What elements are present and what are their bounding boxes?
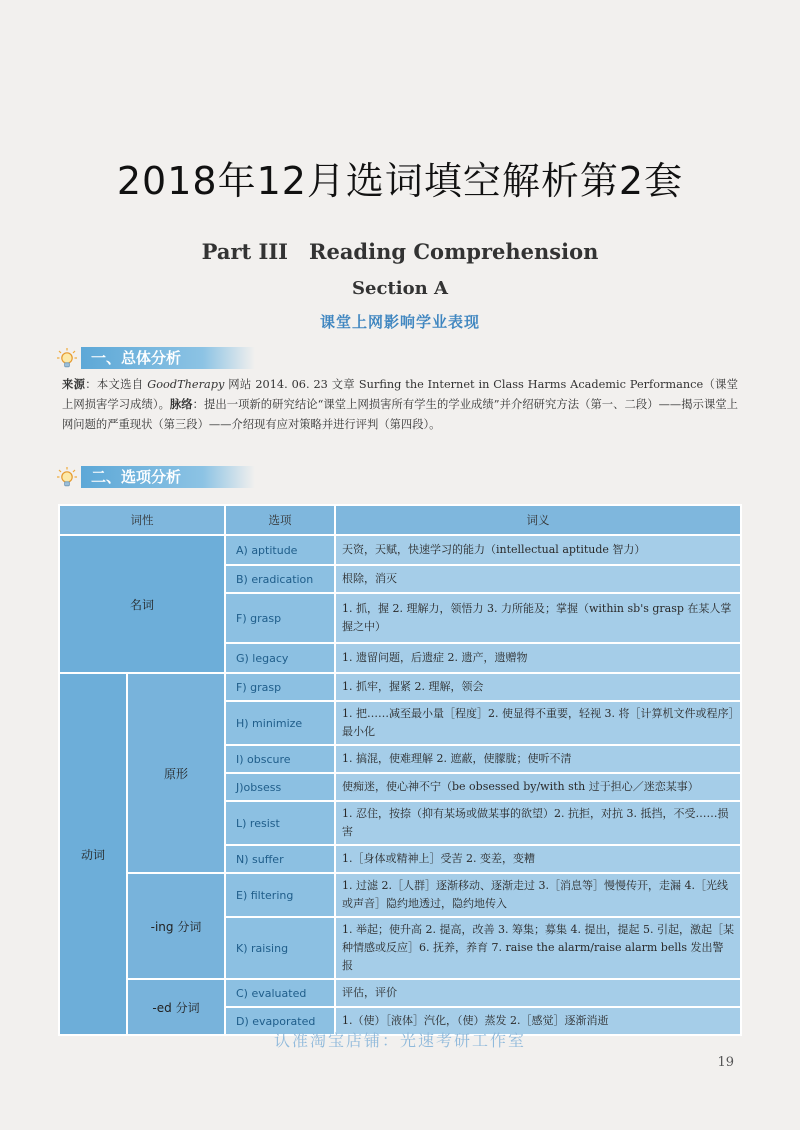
- option-cell: G) legacy: [225, 643, 335, 673]
- option-cell: C) evaluated: [225, 979, 335, 1007]
- meaning-cell: 1. 抓牢，握紧 2. 理解，领会: [335, 673, 741, 701]
- meaning-cell: 1. 搞混，使难理解 2. 遮蔽，使朦胧；使听不清: [335, 745, 741, 773]
- option-cell: E) filtering: [225, 873, 335, 917]
- meaning-cell: 1.［身体或精神上］受苦 2. 变差，变糟: [335, 845, 741, 873]
- option-cell: L) resist: [225, 801, 335, 845]
- source-paragraph: [62, 375, 738, 435]
- meaning-cell: 评估，评价: [335, 979, 741, 1007]
- table-row: [59, 979, 741, 1007]
- meaning-cell: 1. 遗留问题，后遗症 2. 遗产，遗赠物: [335, 643, 741, 673]
- option-cell: N) suffer: [225, 845, 335, 873]
- option-cell: A) aptitude: [225, 535, 335, 565]
- meaning-cell: 1. 抓，握 2. 理解力，领悟力 3. 力所能及；掌握（within sb's grasp 在某人掌握之中）: [335, 593, 741, 643]
- meaning-cell: 根除，消灭: [335, 565, 741, 593]
- lightbulb-icon: [56, 347, 78, 369]
- source-text-2: 网站 2014. 06. 23 文章 Surfing the Internet in Class Harms Academic Performance（课堂上网损害学习成绩）。: [62, 378, 738, 411]
- header-option: 选项: [225, 505, 335, 535]
- table-header-row: [59, 505, 741, 535]
- meaning-cell: 1. 忍住，按捺（抑有某场或做某事的欲望）2. 抗拒，对抗 3. 抵挡，不受……损害: [335, 801, 741, 845]
- header-meaning: 词义: [335, 505, 741, 535]
- table-row: [59, 873, 741, 917]
- banner-title: 2018年12月选词填空解析第2套: [116, 159, 684, 203]
- overall-analysis-heading: [56, 347, 255, 369]
- options-table: [58, 504, 742, 1036]
- form-ed: -ed 分词: [127, 979, 225, 1035]
- structure-label: 脉络: [169, 398, 193, 411]
- part-title: Part III Reading Comprehension: [201, 239, 599, 264]
- form-ing: -ing 分词: [127, 873, 225, 979]
- option-cell: H) minimize: [225, 701, 335, 745]
- article-subtitle: 课堂上网影响学业表现: [319, 313, 480, 331]
- meaning-cell: 1. 把……减至最小量［程度］2. 使显得不重要，轻视 3. 将［计算机文件或程序］最小化: [335, 701, 741, 745]
- source-text-1: ：本文选自: [85, 378, 148, 391]
- option-analysis-label: 二、选项分析: [81, 466, 255, 488]
- structure-text: ：提出一项新的研究结论“课堂上网损害所有学生的学业成绩”并介绍研究方法（第一、二段）——揭示课堂上网问题的严重现状（第三段）——介绍现有应对策略并进行评判（第四段）。: [62, 398, 738, 431]
- overall-analysis-label: 一、总体分析: [81, 347, 255, 369]
- form-base: 原形: [127, 673, 225, 873]
- source-site: GoodTherapy: [147, 378, 225, 391]
- meaning-cell: 使痴迷，使心神不宁（be obsessed by/with sth 过于担心／迷恋某事）: [335, 773, 741, 801]
- option-cell: J)obsess: [225, 773, 335, 801]
- option-cell: B) eradication: [225, 565, 335, 593]
- page-number: 19: [717, 1055, 734, 1070]
- meaning-cell: 1. 举起；使升高 2. 提高，改善 3. 筹集；募集 4. 提出，提起 5. 引起，激起［某种情感或反应］6. 抚养，养育 7. raise the alarm/raise alarm bells 发出警报: [335, 917, 741, 979]
- meaning-cell: 天资，天赋，快速学习的能力（intellectual aptitude 智力）: [335, 535, 741, 565]
- pos-verb: 动词: [59, 673, 127, 1035]
- table-row: [59, 535, 741, 565]
- option-cell: K) raising: [225, 917, 335, 979]
- pos-noun: 名词: [59, 535, 225, 673]
- meaning-cell: 1.（使）［液体］汽化，（使）蒸发 2.［感觉］逐渐消逝: [335, 1007, 741, 1035]
- option-cell: F) grasp: [225, 593, 335, 643]
- option-analysis-heading: [56, 466, 255, 488]
- meaning-cell: 1. 过滤 2.［人群］逐渐移动、逐渐走过 3.［消息等］慢慢传开，走漏 4.［光线或声音］隐约地透过，隐约地传入: [335, 873, 741, 917]
- option-cell: F) grasp: [225, 673, 335, 701]
- option-cell: I) obscure: [225, 745, 335, 773]
- source-label: 来源: [62, 378, 86, 391]
- lightbulb-icon: [56, 466, 78, 488]
- header-pos: 词性: [59, 505, 225, 535]
- section-title: Section A: [352, 278, 448, 299]
- table-row: [59, 673, 741, 701]
- watermark-text: 认准淘宝店铺：光速考研工作室: [273, 1031, 526, 1050]
- option-cell: D) evaporated: [225, 1007, 335, 1035]
